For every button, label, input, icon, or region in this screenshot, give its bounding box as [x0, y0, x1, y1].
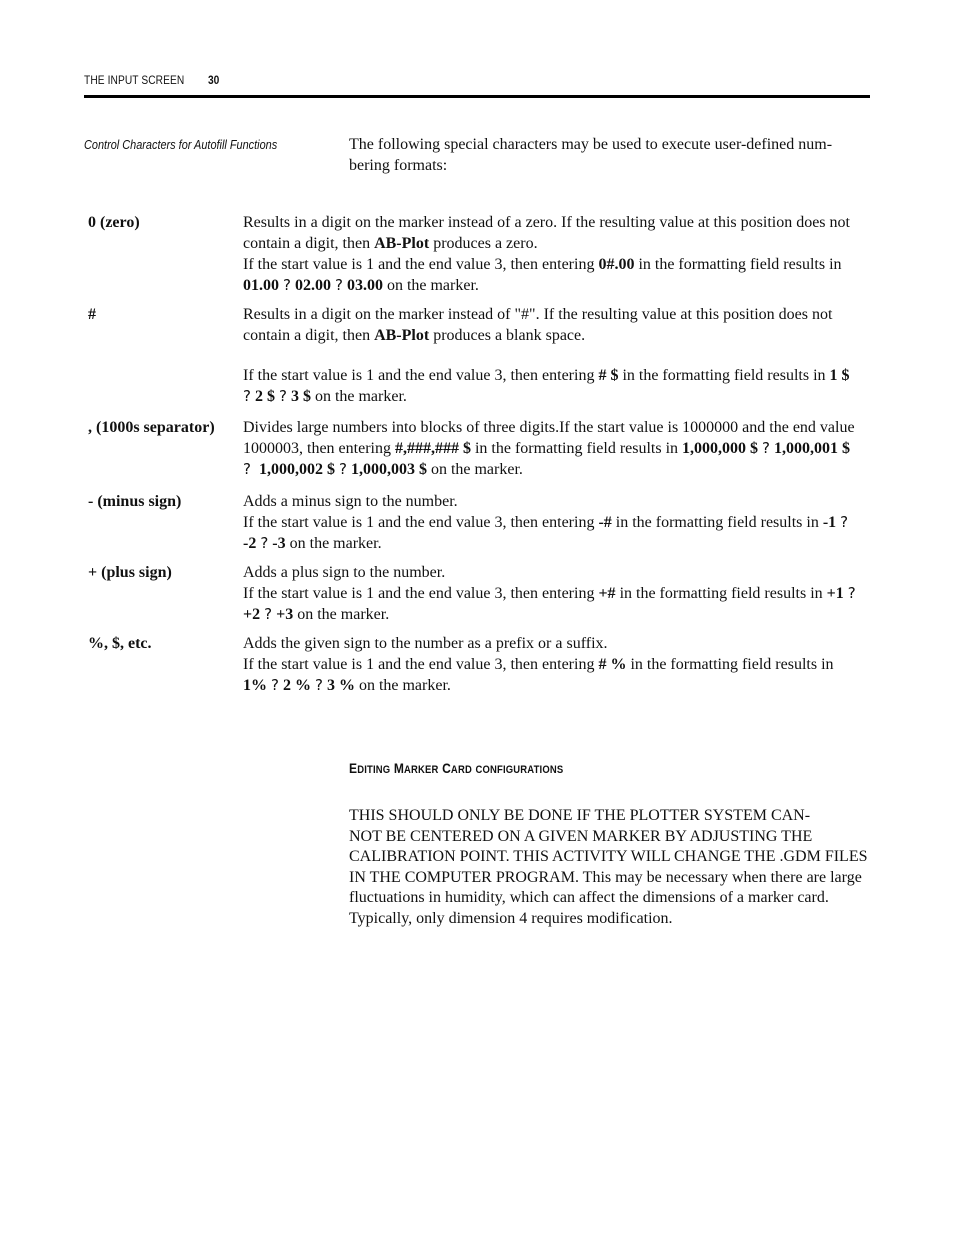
entry-p2: If the start value is 1 and the end value 3, then entering # $ in the formatting field results in 1 $ ? 2 $ ? 3 $ on the marker.	[243, 367, 850, 405]
header-section-title: THE INPUT SCREEN	[84, 73, 185, 87]
entry-p1: Divides large numbers into blocks of three digits.If the start value is 1000000 and the end value 1000003, then entering #,###,### $ in the formatting field results in 1,000,000 $ ? 1,000,001 $ ? 1,000,002 $ ? 1,000,003 $ on the marker.	[243, 419, 855, 478]
entry-description	[243, 304, 861, 407]
intro-paragraph	[349, 134, 869, 176]
entry-p1: Results in a digit on the marker instead of "#". If the resulting value at this position does not contain a digit, then AB-Plot produces a blank space.	[243, 306, 833, 344]
entry-term: , (1000s separator)	[88, 419, 215, 436]
body-line-1: THIS SHOULD ONLY BE DONE IF THE PLOTTER SYSTEM CAN-	[349, 807, 811, 824]
entry-p2: If the start value is 1 and the end value 3, then entering +# in the formatting field results in +1 ? +2 ? +3 on the marker.	[243, 584, 856, 623]
intro-line-1: The following special characters may be used to execute user-defined num-	[349, 136, 833, 153]
entry-p1: Adds a plus sign to the number.	[243, 564, 446, 581]
entry-term: 0 (zero)	[88, 214, 140, 231]
entry-term: #	[88, 306, 96, 323]
entry-term: %, $, etc.	[88, 635, 152, 652]
entry-description	[243, 212, 861, 296]
running-header	[84, 73, 870, 97]
intro-line-2: bering formats:	[349, 157, 448, 174]
entry-description	[243, 491, 861, 554]
entry-p2: If the start value is 1 and the end value 3, then entering # % in the formatting field results in 1% ? 2 % ? 3 % on the marker.	[243, 656, 834, 694]
entry-thousands-separator	[88, 417, 870, 482]
entry-p2: If the start value is 1 and the end value 3, then entering -# in the formatting field results in -1 ? -2 ? -3 on the marker.	[243, 513, 849, 552]
entry-plus-sign	[88, 562, 870, 627]
entry-term: + (plus sign)	[88, 564, 172, 581]
entry-p1: Adds the given sign to the number as a prefix or a suffix.	[243, 635, 608, 652]
header-rule	[84, 95, 870, 98]
entry-prefix-suffix	[88, 633, 870, 698]
side-label: Control Characters for Autofill Functions	[84, 137, 278, 152]
entry-p2: If the start value is 1 and the end value 3, then entering 0#.00 in the formatting field results in 01.00 ? 02.00 ? 03.00 on the marker.	[243, 256, 842, 294]
body-line-2: NOT BE CENTERED ON A GIVEN MARKER BY ADJUSTING THE CALIBRATION POINT. THIS ACTIVITY WILL CHANGE THE .GDM FILES IN THE COMPUTER PROGRAM. This may be necessary when there are large fluctuations in humidity, which can affect the dimensions of a marker card. Typically, only dimension 4 requires modification.	[349, 827, 868, 927]
entry-zero	[88, 212, 870, 297]
entry-description	[243, 417, 861, 480]
entry-term: - (minus sign)	[88, 493, 182, 510]
entry-p1: Adds a minus sign to the number.	[243, 493, 458, 510]
header-page-number: 30	[208, 73, 220, 87]
entry-p1: Results in a digit on the marker instead of a zero. If the resulting value at this position does not contain a digit, then AB-Plot produces a zero.	[243, 214, 850, 252]
entry-minus-sign	[88, 491, 870, 556]
body-paragraph	[349, 806, 869, 929]
entry-hash	[88, 304, 870, 409]
entry-description	[243, 562, 861, 625]
section-heading: EDITING MARKER CARD CONFIGURATIONS	[349, 760, 564, 776]
entry-description	[243, 633, 861, 696]
